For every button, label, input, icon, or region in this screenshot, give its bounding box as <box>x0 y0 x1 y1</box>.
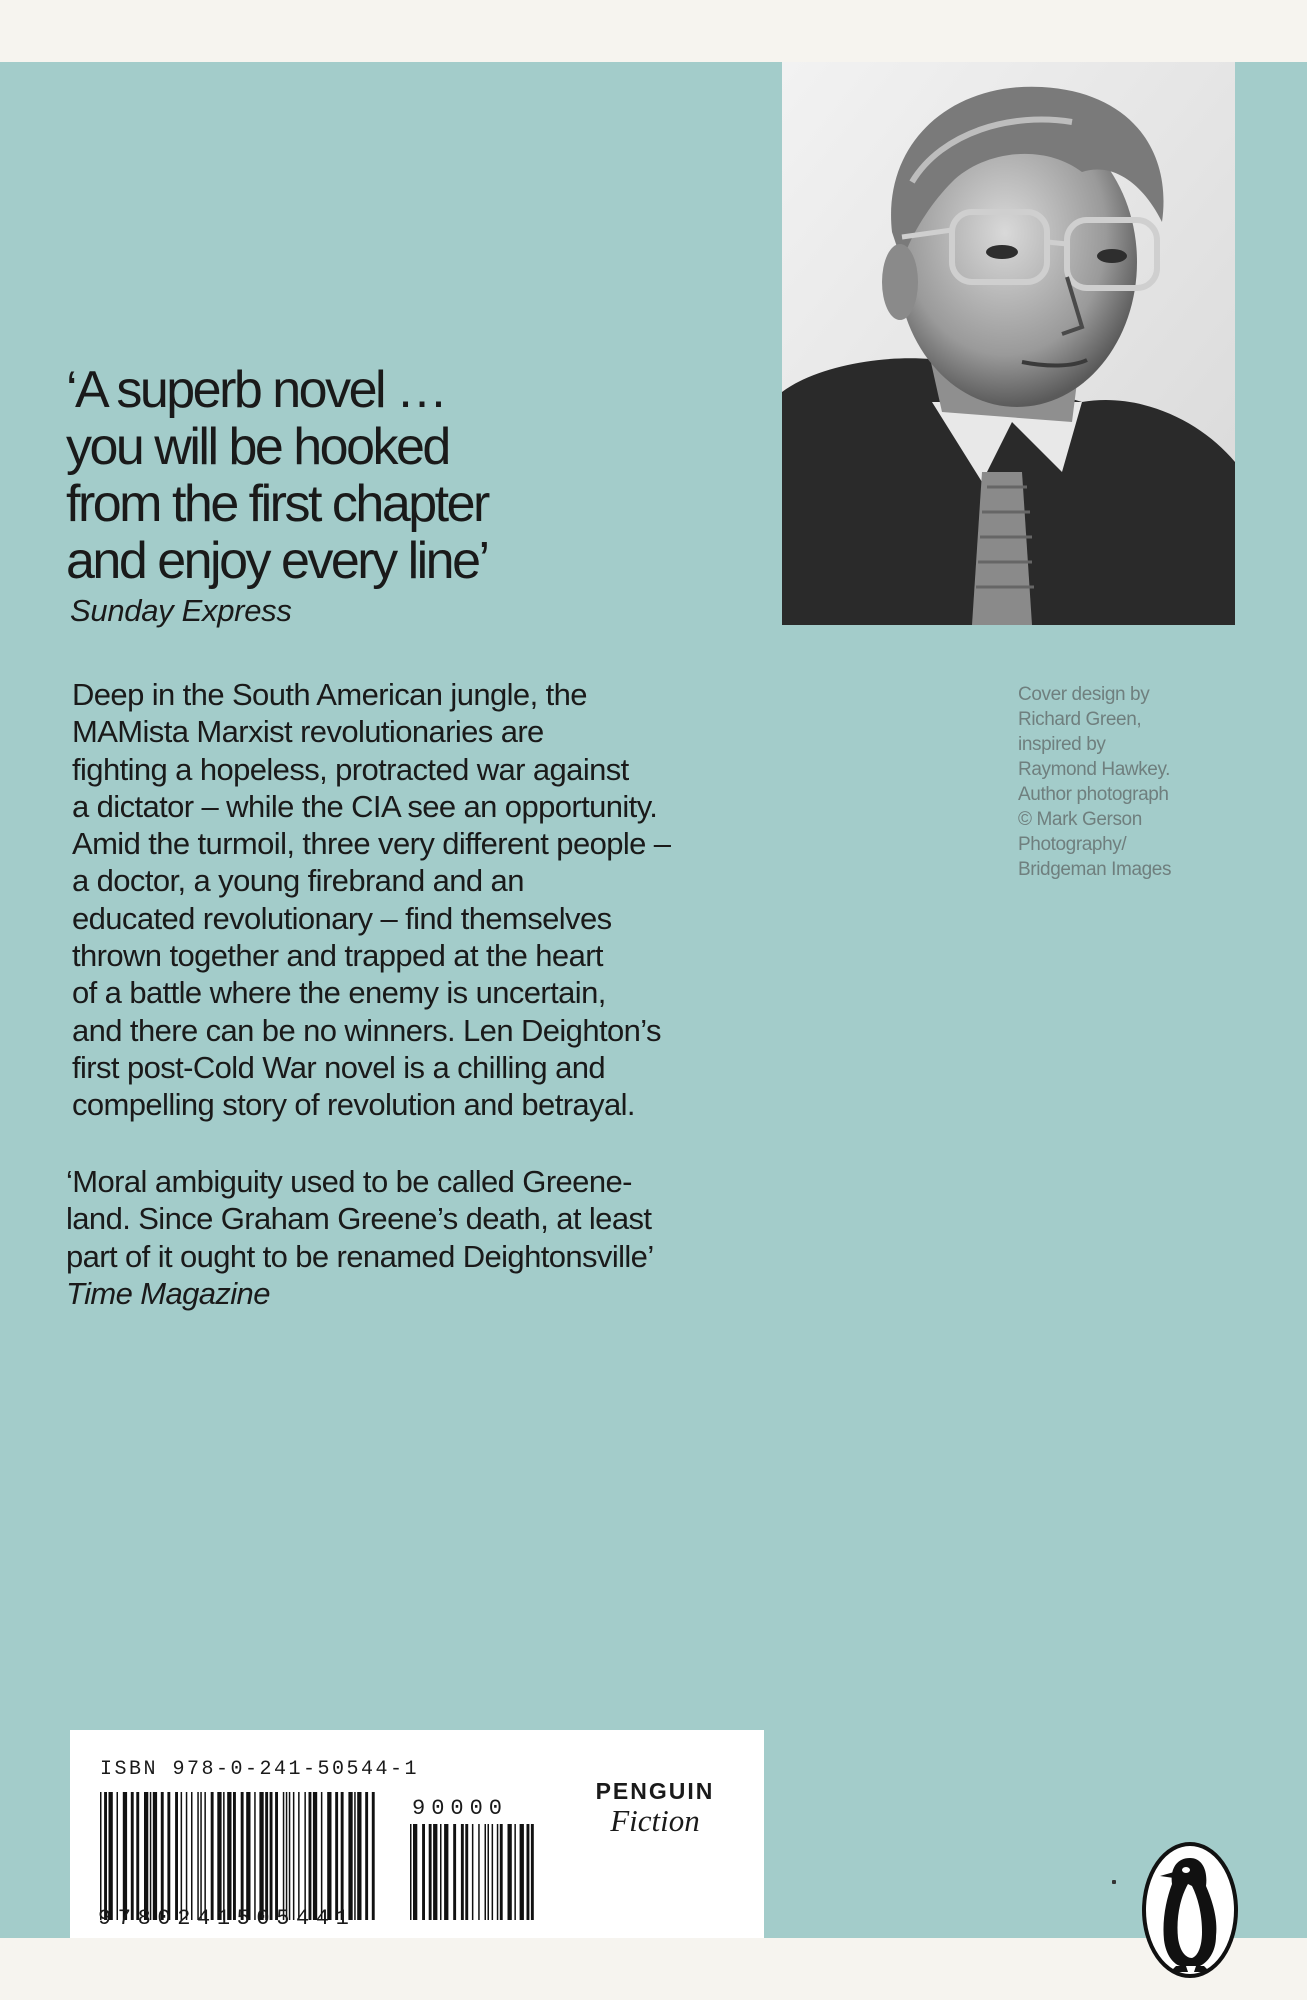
barcode-bar <box>492 1824 494 1920</box>
barcode-bar <box>508 1824 512 1920</box>
barcode-bar <box>167 1792 170 1920</box>
barcode-bar <box>227 1792 231 1920</box>
barcode-bar <box>485 1824 487 1920</box>
blurb-line: Deep in the South American jungle, the <box>72 677 587 712</box>
imprint <box>580 1778 730 1839</box>
blurb-line: fighting a hopeless, protracted war against <box>72 751 629 787</box>
barcode-bar <box>465 1824 468 1920</box>
barcode-bar <box>246 1792 250 1920</box>
credit-line: Bridgeman Images <box>1018 859 1172 880</box>
barcode-bar <box>354 1792 356 1920</box>
credit-line: Cover design by <box>1018 684 1150 705</box>
barcode-bar <box>327 1792 331 1920</box>
barcode-bar <box>109 1792 113 1920</box>
cover-credits <box>1018 682 1248 882</box>
isbn-label: ISBN 978-0-241-50544-1 <box>100 1758 420 1781</box>
blurb-line: educated revolutionary – find themselves <box>72 900 612 936</box>
barcode-bar <box>372 1792 375 1920</box>
barcode-bar <box>131 1792 134 1920</box>
barcode-bar <box>211 1792 214 1920</box>
barcode-bar <box>440 1824 442 1920</box>
credit-line: Richard Green, <box>1018 709 1142 730</box>
barcode-bar <box>520 1824 524 1920</box>
barcode-bar <box>181 1792 183 1920</box>
barcode-bar <box>204 1792 206 1920</box>
quote-source: Sunday Express <box>70 593 292 628</box>
barcode-bar <box>270 1792 273 1920</box>
barcode-bar <box>259 1792 263 1920</box>
barcode-bar <box>488 1824 490 1920</box>
imprint-series: Fiction <box>610 1803 700 1838</box>
review-line: part of it ought to be renamed Deightonsville’ <box>66 1238 654 1274</box>
barcode-bar <box>286 1792 288 1920</box>
barcode-bar <box>453 1824 456 1920</box>
barcode-bar <box>497 1824 499 1920</box>
barcode-bar <box>161 1792 164 1920</box>
ean-digits: 9780241505441 <box>98 1906 356 1931</box>
barcode-bar <box>233 1792 236 1920</box>
blurb-line: Amid the turmoil, three very different people – <box>72 826 671 862</box>
penguin-logo-icon <box>1140 1840 1240 1980</box>
barcode-bar <box>321 1792 323 1920</box>
barcode-bar <box>527 1824 530 1920</box>
blurb-line: a dictator – while the CIA see an opportunity. <box>72 788 658 824</box>
barcode-bar <box>217 1792 221 1920</box>
barcode-bar <box>144 1792 148 1920</box>
review-source: Time Magazine <box>66 1275 270 1311</box>
barcode-bar <box>200 1792 202 1920</box>
barcode-bar <box>309 1792 312 1920</box>
barcode-bar <box>104 1792 107 1920</box>
blurb-line: first post-Cold War novel is a chilling and <box>72 1049 606 1085</box>
credit-line: Author photograph <box>1018 784 1169 805</box>
headline-quote <box>66 362 766 590</box>
book-blurb <box>72 676 772 1124</box>
blurb-line: of a battle where the enemy is uncertain, <box>72 975 606 1011</box>
barcode-bar <box>191 1792 193 1920</box>
barcode-bar <box>289 1792 291 1920</box>
blurb-line: a doctor, a young firebrand and an <box>72 863 524 899</box>
barcode-bar <box>341 1792 344 1920</box>
quote-line: and enjoy every line’ <box>66 532 488 590</box>
review-line: ‘Moral ambiguity used to be called Greene- <box>66 1164 632 1199</box>
barcode-bar <box>461 1824 464 1920</box>
credit-line: Raymond Hawkey. <box>1018 759 1171 780</box>
barcode-bar <box>175 1792 178 1920</box>
barcode-bar <box>123 1792 127 1920</box>
barcode-bar <box>478 1824 480 1920</box>
barcode-panel <box>70 1730 764 1938</box>
barcode-bar <box>100 1792 102 1920</box>
blurb-line: and there can be no winners. Len Deighton’s <box>72 1012 661 1048</box>
quote-line: from the first chapter <box>66 475 488 533</box>
quote-line: you will be hooked <box>66 418 449 476</box>
blurb-line: MAMista Marxist revolutionaries are <box>72 714 544 750</box>
review-line: land. Since Graham Greene’s death, at least <box>66 1201 652 1237</box>
barcode-bar <box>223 1792 225 1920</box>
back-cover <box>0 62 1307 1938</box>
barcode-bar <box>422 1824 425 1920</box>
barcode-bar <box>514 1824 516 1920</box>
barcode-bar <box>472 1824 474 1920</box>
barcode-bar <box>275 1792 278 1920</box>
barcode-bar <box>117 1792 119 1920</box>
barcode-bar <box>429 1824 432 1920</box>
credit-line: Photography/ <box>1018 834 1127 855</box>
barcode-bar <box>500 1824 503 1920</box>
credit-line: © Mark Gerson <box>1018 809 1142 830</box>
barcode-bar <box>197 1792 199 1920</box>
barcode-bar <box>136 1792 139 1920</box>
small-dot <box>1112 1880 1116 1884</box>
barcode-bar <box>241 1792 244 1920</box>
author-photo <box>782 62 1235 625</box>
barcode-bar <box>186 1792 188 1920</box>
barcode-bar <box>444 1824 448 1920</box>
barcode-bar <box>265 1792 268 1920</box>
barcode-bar <box>365 1792 368 1920</box>
barcode-bar <box>433 1824 437 1920</box>
barcode-bar <box>304 1792 306 1920</box>
review-quote <box>66 1163 786 1312</box>
blurb-line: compelling story of revolution and betrayal. <box>72 1087 635 1123</box>
credit-line: inspired by <box>1018 734 1106 755</box>
barcode-bar <box>150 1792 152 1920</box>
barcode-bar <box>293 1792 295 1920</box>
barcode-bar <box>410 1824 412 1920</box>
quote-line: ‘A superb novel … <box>66 361 446 419</box>
barcode-bar <box>313 1792 317 1920</box>
price-code: 90000 <box>412 1796 509 1821</box>
barcode-bar <box>348 1792 352 1920</box>
imprint-name: PENGUIN <box>595 1778 715 1804</box>
barcode-bar <box>254 1792 256 1920</box>
barcode-bar <box>298 1792 300 1920</box>
barcode-bar <box>335 1792 338 1920</box>
blurb-line: thrown together and trapped at the heart <box>72 938 603 974</box>
barcode-bar <box>357 1792 361 1920</box>
barcode-bar <box>413 1824 417 1920</box>
barcode-bar <box>153 1792 157 1920</box>
barcode-bar <box>283 1792 285 1920</box>
barcode-bar <box>531 1824 534 1920</box>
